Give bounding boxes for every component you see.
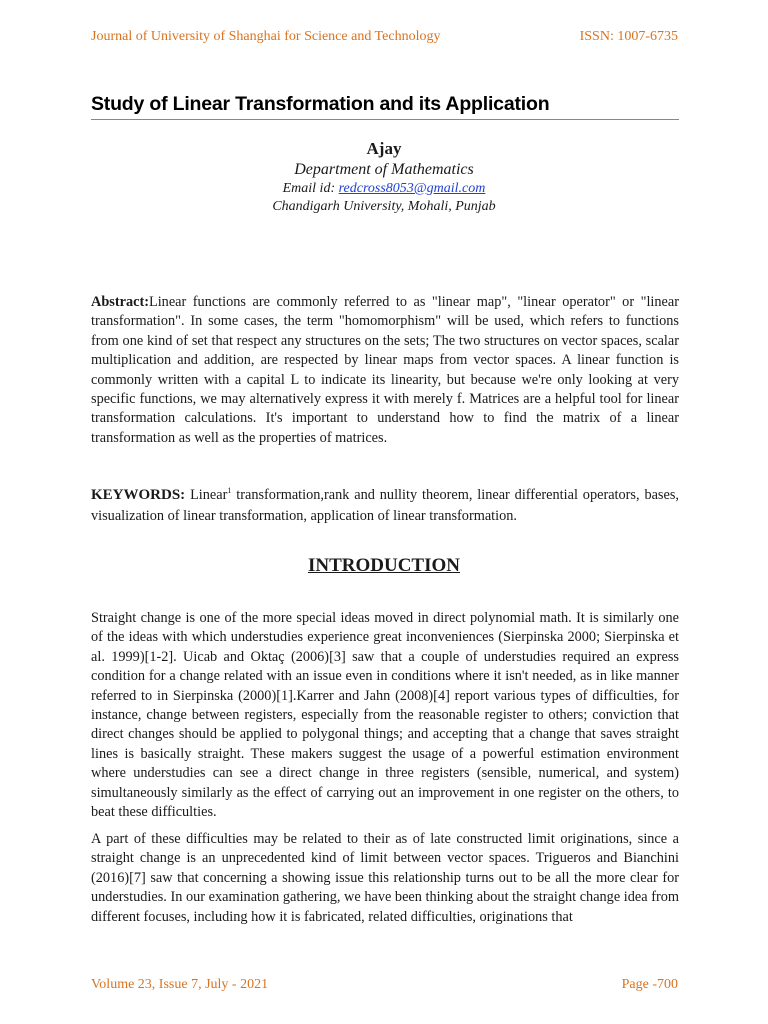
keywords-label: KEYWORDS: [91, 486, 186, 503]
keywords-text: transformation,rank and nullity theorem, linear differential operators, bases, visualization of linear transformation, application of linear transformation. [91, 486, 679, 524]
paper-title: Study of Linear Transformation and its Application [91, 93, 679, 120]
keywords [91, 480, 679, 527]
abstract-label: Abstract: [91, 294, 149, 310]
section-heading-introduction: INTRODUCTION [307, 555, 461, 576]
email-link[interactable]: redcross8053@gmail.com [338, 181, 486, 196]
author-email-line [0, 180, 768, 198]
abstract-text: Linear functions are commonly referred to as "linear map", "linear operator" or "linear transformation". In some cases, the term "homomorphism" will be used, which refers to functions from one kind of set that respect any structures on the sets; The two structures on vector spaces, scalar multiplication and addition, are respected by linear maps from vector spaces. A linear function is commonly written with a capital L to indicate its linearity, but because we're only looking at very specific functions, we may alternatively express it with merely f. Matrices are a helpful tool for linear transformation calculations. It's important to understand how to find the matrix of a linear transformation as well as the properties of matrices. [91, 294, 679, 446]
issn: ISSN: 1007-6735 [579, 29, 678, 44]
running-footer [91, 977, 678, 993]
journal-name: Journal of University of Shanghai for Science and Technology [91, 29, 441, 44]
abstract [91, 293, 679, 448]
page-number: Page -700 [621, 977, 678, 992]
running-header [91, 29, 678, 45]
author-department: Department of Mathematics [294, 161, 474, 178]
intro-paragraph-2: A part of these difficulties may be related to their as of late constructed limit originations, since a straight change is an unprecedented kind of limit between vector spaces. Trigueros and Bianchini (2016)[7] saw that concerning a showing issue this relationship turns out to be all the more clear for understudies. In our examination gathering, we have been thinking about the straight change idea from different focuses, including how it is fabricated, related difficulties, originations that [91, 831, 679, 925]
author-affiliation: Chandigarh University, Mohali, Punjab [272, 199, 496, 214]
intro-paragraph-1: Straight change is one of the more special ideas moved in direct polynomial math. It is similarly one of the ideas with which understudies experience great inconveniences (Sierpinska 2000; Sierpinska et al. 1999)[1-2]. Uicab and Oktaç (2006)[3] saw that a couple of understudies required an express condition for a change related with an issue even in conditions where it isn't needed, as in like manner referred to in Sierpinska (2000)[1].Karrer and Jahn (2008)[4] report various types of difficulties, for instance, change between registers, especially from the reasonable register to others; conviction that direct changes should be applied to polygonal things; and accepting that a change that saves straight lines is basically straight. These makers suggest the usage of a powerful estimation environment where understudies can see a direct change in three registers (sensible, numerical, and system) simultaneously similarly as the effect of carrying out an improvement in one register on the others, to beat these difficulties. [91, 610, 679, 821]
email-label: Email id: [282, 181, 336, 196]
author-name: Ajay [366, 139, 402, 158]
footnote-mark: 1 [227, 486, 232, 495]
volume-info: Volume 23, Issue 7, July - 2021 [91, 977, 269, 992]
keywords-first-word: Linear [190, 486, 228, 503]
author-block [0, 138, 768, 216]
